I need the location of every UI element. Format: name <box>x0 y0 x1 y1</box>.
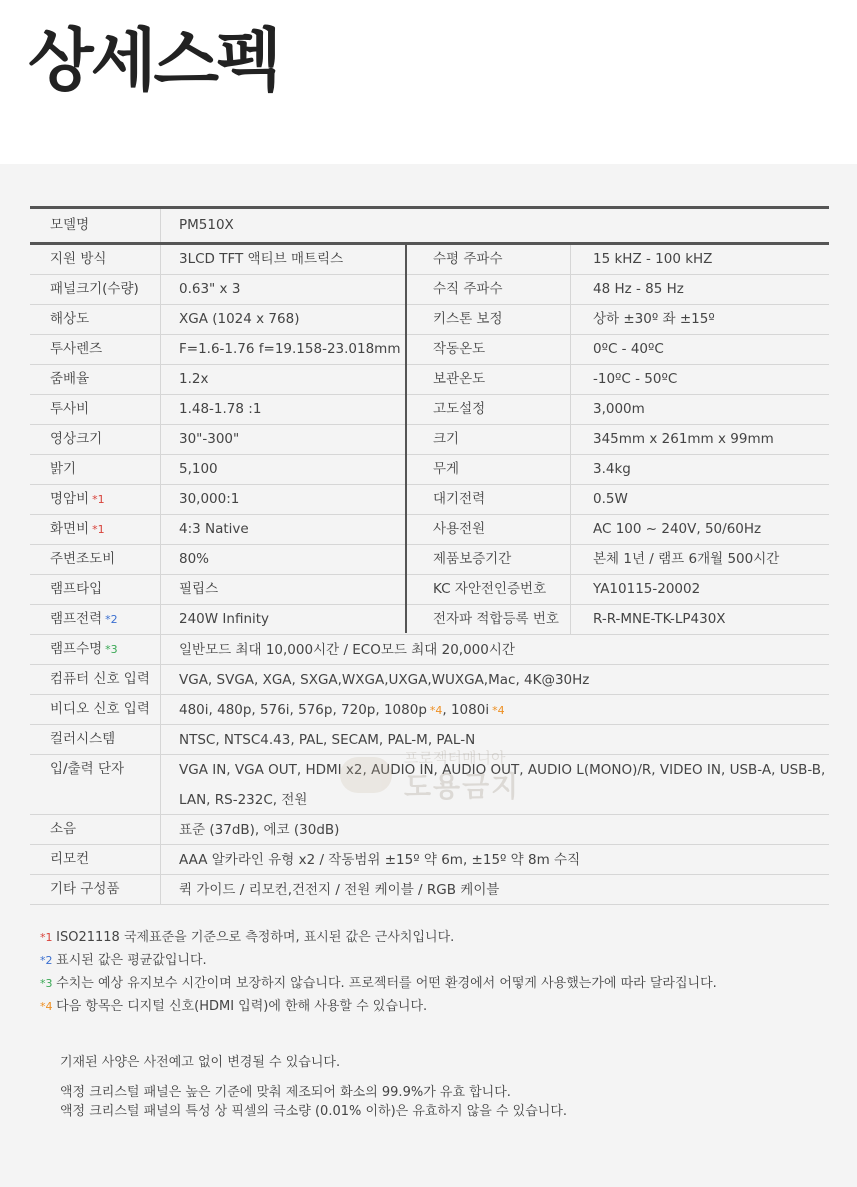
row-label: 투사비 <box>30 395 161 424</box>
row-label: 지원 방식 <box>30 245 161 274</box>
row-label <box>30 635 161 664</box>
table-row <box>30 335 829 365</box>
projector-icon <box>340 757 392 793</box>
footnote-mark: *4 <box>40 1000 53 1013</box>
row-value <box>161 695 829 724</box>
footnote-mark: *2 <box>40 954 53 967</box>
row-value: 3LCD TFT 액티브 매트릭스 <box>179 251 344 267</box>
row-value: 30"-300" <box>179 431 240 447</box>
table-row <box>30 455 829 485</box>
row-value: 48 Hz - 85 Hz <box>593 281 684 297</box>
row-label: 컴퓨터 신호 입력 <box>30 665 161 694</box>
row-label: 제품보증기간 <box>407 545 571 574</box>
row-value: 0.63" x 3 <box>179 281 241 297</box>
row-label: 전자파 적합등록 번호 <box>407 605 571 634</box>
row-label: 수평 주파수 <box>407 245 571 274</box>
row-label-text: 램프전력 <box>50 611 103 627</box>
row-value: 1.2x <box>179 371 209 387</box>
row-label: 기타 구성품 <box>30 875 161 904</box>
row-label: 비디오 신호 입력 <box>30 695 161 724</box>
row-label: 투사렌즈 <box>30 335 161 364</box>
row-value: 80% <box>179 551 210 567</box>
row-label: 영상크기 <box>30 425 161 454</box>
row-label: 해상도 <box>30 305 161 334</box>
footnote-mark: *1 <box>92 523 105 536</box>
footnote-mark: *4 <box>429 704 443 717</box>
row-label <box>30 605 161 634</box>
table-row <box>30 575 829 605</box>
footnote-mark: *1 <box>40 931 53 944</box>
row-label-text: 램프수명 <box>50 641 103 657</box>
table-row <box>30 845 829 875</box>
row-value: NTSC, NTSC4.43, PAL, SECAM, PAL-M, PAL-N <box>179 732 476 748</box>
row-value: 본체 1년 / 램프 6개월 500시간 <box>593 551 780 567</box>
table-row <box>30 245 829 275</box>
row-label: 사용전원 <box>407 515 571 544</box>
row-value: 3,000m <box>593 401 645 417</box>
table-row <box>30 545 829 575</box>
row-label: 패널크기(수량) <box>30 275 161 304</box>
row-value: 퀵 가이드 / 리모컨,건전지 / 전원 케이블 / RGB 케이블 <box>179 882 500 898</box>
row-label: 수직 주파수 <box>407 275 571 304</box>
table-row <box>30 815 829 845</box>
row-value: 3.4kg <box>593 461 631 477</box>
header <box>0 0 857 164</box>
table-row <box>30 395 829 425</box>
row-label: 컬러시스템 <box>30 725 161 754</box>
table-row <box>30 665 829 695</box>
model-label: 모델명 <box>30 209 161 242</box>
row-value: 240W Infinity <box>179 611 270 627</box>
row-value: -10ºC - 50ºC <box>593 371 678 387</box>
row-value: 4:3 Native <box>179 521 249 537</box>
row-value: 5,100 <box>179 461 218 477</box>
table-row <box>30 365 829 395</box>
watermark <box>340 747 540 803</box>
footnote-text: 수치는 예상 유지보수 시간이며 보장하지 않습니다. 프로젝터를 어떤 환경에서 어떻게 사용했는가에 따라 달라집니다. <box>56 976 717 991</box>
column-divider <box>405 245 407 633</box>
footnote <box>40 995 820 1018</box>
table-row <box>30 425 829 455</box>
row-label: 리모컨 <box>30 845 161 874</box>
table-row <box>30 305 829 335</box>
row-value-text: 480i, 480p, 576i, 576p, 720p, 1080p <box>179 702 427 718</box>
row-label-text: 화면비 <box>50 521 90 537</box>
footnote-text: 다음 항목은 디지털 신호(HDMI 입력)에 한해 사용할 수 있습니다. <box>56 999 428 1014</box>
footnote-text: 표시된 값은 평균값입니다. <box>56 953 207 968</box>
spec-panel <box>0 164 857 1187</box>
row-value: 0.5W <box>593 491 628 507</box>
footnote-mark: *3 <box>105 643 118 656</box>
row-value: YA10115-20002 <box>593 581 701 597</box>
row-label: 소음 <box>30 815 161 844</box>
row-value: 일반모드 최대 10,000시간 / ECO모드 최대 20,000시간 <box>179 642 515 658</box>
footnotes <box>40 926 820 1018</box>
row-value: 필립스 <box>179 581 219 597</box>
row-value: AAA 알카라인 유형 x2 / 작동범위 ±15º 약 6m, ±15º 약 8m 수직 <box>179 852 581 868</box>
row-label: 밝기 <box>30 455 161 484</box>
row-value: XGA (1024 x 768) <box>179 311 300 327</box>
watermark-text: 도용금지 <box>404 770 521 803</box>
disclaimer-line: 액정 크리스털 패널은 높은 기준에 맞춰 제조되어 화소의 99.9%가 유효 합니다. <box>60 1085 511 1100</box>
row-value: VGA, SVGA, XGA, SXGA,WXGA,UXGA,WUXGA,Mac, 4K@30Hz <box>179 672 590 688</box>
row-value: AC 100 ~ 240V, 50/60Hz <box>593 521 762 537</box>
footnote-mark: *1 <box>92 493 105 506</box>
table-row <box>30 275 829 305</box>
row-label: 대기전력 <box>407 485 571 514</box>
table-row <box>30 875 829 905</box>
watermark-brand: 프로젝터매니아 <box>404 749 506 767</box>
disclaimer-line: 기재된 사양은 사전예고 없이 변경될 수 있습니다. <box>60 1055 341 1070</box>
table-row <box>30 695 829 725</box>
row-value-text: , 1080i <box>442 702 490 718</box>
row-label: 보관온도 <box>407 365 571 394</box>
table-row <box>30 605 829 635</box>
model-value: PM510X <box>179 217 234 233</box>
row-label <box>30 485 161 514</box>
row-label: 램프타입 <box>30 575 161 604</box>
row-label: 작동온도 <box>407 335 571 364</box>
footnote-text: ISO21118 국제표준을 기준으로 측정하며, 표시된 값은 근사치입니다. <box>56 930 455 945</box>
row-label: 키스톤 보정 <box>407 305 571 334</box>
row-label: 주변조도비 <box>30 545 161 574</box>
table-row <box>30 485 829 515</box>
row-label: 줌배율 <box>30 365 161 394</box>
disclaimer-line: 액정 크리스털 패널의 특성 상 픽셀의 극소량 (0.01% 이하)은 유효하지 않을 수 있습니다. <box>60 1104 568 1119</box>
table-row <box>30 515 829 545</box>
row-label: 무게 <box>407 455 571 484</box>
row-label: 크기 <box>407 425 571 454</box>
footnote-mark: *3 <box>40 977 53 990</box>
row-label-text: 명암비 <box>50 491 90 507</box>
row-value: VGA IN, VGA OUT, HDMI x2, AUDIO IN, AUDIO OUT, AUDIO L(MONO)/R, VIDEO IN, USB-A, USB-B, LAN, RS-232C, 전원 <box>179 762 826 808</box>
page-title: 상세스펙 <box>28 22 279 101</box>
row-value: 345mm x 261mm x 99mm <box>593 431 774 447</box>
row-value: 1.48-1.78 :1 <box>179 401 262 417</box>
row-value: 0ºC - 40ºC <box>593 341 664 357</box>
footnote <box>40 949 820 972</box>
row-value: F=1.6-1.76 f=19.158-23.018mm <box>179 341 401 357</box>
row-value: 표준 (37dB), 에코 (30dB) <box>179 822 340 838</box>
row-value: 15 kHZ - 100 kHZ <box>593 251 713 267</box>
row-label: KC 자안전인증번호 <box>407 575 571 604</box>
table-row <box>30 635 829 665</box>
row-value: R-R-MNE-TK-LP430X <box>593 611 726 627</box>
row-value: 30,000:1 <box>179 491 240 507</box>
footnote <box>40 972 820 995</box>
footnote-mark: *2 <box>105 613 118 626</box>
row-label <box>30 515 161 544</box>
row-label: 입/출력 단자 <box>30 755 161 814</box>
row-label: 고도설정 <box>407 395 571 424</box>
footnote-mark: *4 <box>492 704 505 717</box>
footnote <box>40 926 820 949</box>
model-row <box>30 209 829 242</box>
row-value: 상하 ±30º 좌 ±15º <box>593 311 715 327</box>
